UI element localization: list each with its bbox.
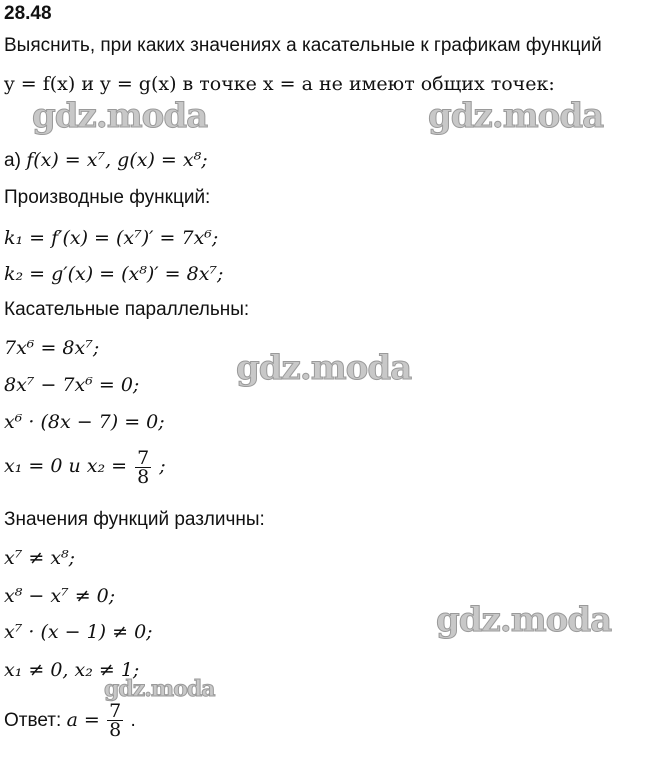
problem-number: 28.48 (4, 3, 52, 24)
roots-left: x₁ = 0 и x₂ = (4, 455, 128, 477)
derivative-k1: k₁ = f′(x) = (x⁷)′ = 7x⁶; (4, 227, 219, 249)
answer-fraction-numerator: 7 (109, 700, 122, 723)
values-ineq4: x₁ ≠ 0, x₂ ≠ 1; (4, 659, 140, 681)
roots-fraction (135, 446, 151, 488)
part-a-functions: f(x) = x⁷, g(x) = x⁸; (26, 149, 208, 171)
derivative-k2: k₂ = g′(x) = (x⁸)′ = 8x⁷; (4, 263, 224, 285)
answer-expr: a = (66, 709, 100, 731)
answer-end: . (130, 710, 136, 731)
answer-fraction (107, 700, 123, 742)
roots-fraction-denominator: 8 (137, 465, 150, 488)
parallel-eq1: 7x⁶ = 8x⁷; (4, 337, 100, 359)
values-ineq1: x⁷ ≠ x⁸; (4, 547, 76, 569)
watermark-logo: gdz.moda (436, 600, 612, 640)
answer-fraction-denominator: 8 (109, 719, 122, 742)
part-a-label: а) (4, 150, 21, 171)
part-a (4, 148, 208, 173)
roots-end: ; (159, 455, 166, 477)
parallel-roots (4, 446, 166, 486)
values-heading: Значения функций различны: (4, 509, 265, 530)
watermark-logo: gdz.moda (236, 348, 412, 388)
roots-fraction-numerator: 7 (137, 446, 150, 469)
parallel-eq2: 8x⁷ − 7x⁶ = 0; (4, 374, 140, 396)
answer-label: Ответ: (4, 710, 62, 731)
parallel-heading: Касательные параллельны: (4, 299, 250, 320)
derivatives-heading: Производные функций: (4, 187, 211, 208)
values-ineq3: x⁷ · (x − 1) ≠ 0; (4, 621, 153, 643)
values-ineq2: x⁸ − x⁷ ≠ 0; (4, 585, 116, 607)
watermark-logo: gdz.moda (428, 96, 604, 136)
watermark-logo: gdz.moda (104, 676, 215, 702)
parallel-eq3: x⁶ · (8x − 7) = 0; (4, 411, 165, 433)
problem-statement-line1: Выяснить, при каких значениях a касательные к графикам функций (4, 35, 602, 56)
watermark-logo: gdz.moda (32, 96, 208, 136)
answer (4, 700, 136, 741)
problem-statement-line2: y = f(x) и y = g(x) в точке x = a не имеют общих точек: (4, 73, 555, 95)
